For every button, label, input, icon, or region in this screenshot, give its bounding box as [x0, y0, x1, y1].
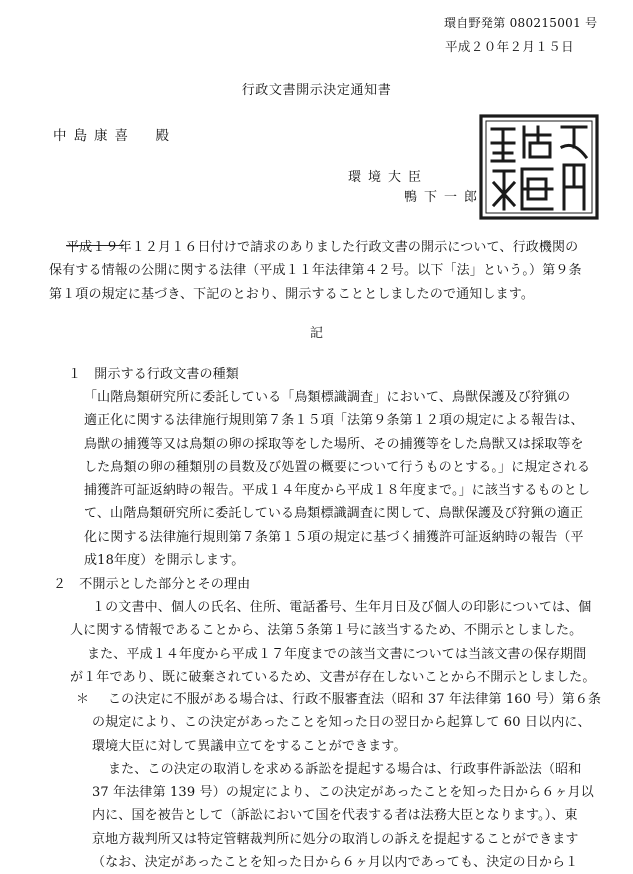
intro-line: 第１項の規定に基づき、下記のとおり、開示することとしましたので通知します。 — [49, 286, 534, 302]
sender-name: 鴨下一郎 — [404, 190, 485, 205]
official-seal-stamp — [478, 113, 600, 221]
note-mark: ＊ — [76, 692, 90, 707]
document-date: 平成２０年２月１５日 — [445, 39, 575, 54]
section-1 — [68, 363, 239, 386]
intro-paragraph — [49, 236, 582, 306]
section-1-body — [84, 386, 590, 572]
section-1-line: 捕獲許可証返納時の報告。平成１４年度から平成１８年度まで。」に該当するものとし — [84, 483, 591, 499]
note-line: 37 年法律第 139 号）の規定により、この決定があったことを知った日から６ヶ月以 — [92, 785, 594, 801]
note-line: 環境大臣に対して異議申立てをすることができます。 — [92, 738, 407, 754]
section-1-heading: １ 開示する行政文書の種類 — [68, 367, 239, 382]
section-2-line: １の文書中、個人の氏名、住所、電話番号、生年月日及び個人の印影については、個 — [92, 600, 592, 615]
section-1-line: 成18年度）を開示します。 — [84, 553, 245, 569]
sender-title: 環境大臣 — [348, 170, 429, 185]
intro-line: 保有する情報の公開に関する法律（平成１１年法律第４２号。以下「法」という。）第９条 — [49, 263, 582, 279]
note-line: また、この決定の取消しを求める訴訟を提起する場合は、行政事件訴訟法（昭和 — [108, 761, 582, 777]
section-2-line: が１年であり、既に破棄されているため、文書が存在しないことから不開示としました。 — [70, 669, 596, 685]
section-2-heading: ２ 不開示とした部分とその理由 — [53, 577, 251, 592]
note-line: 京地方裁判所又は特定管轄裁判所に処分の取消しの訴えを提起することができます — [92, 831, 579, 847]
section-1-line: 「山階鳥類研究所に委託している「鳥類標識調査」において、鳥獣保護及び狩猟の — [84, 390, 571, 405]
section-1-line: 化に関する法律施行規則第７条第１５項の規定に基づく捕獲許可証返納時の報告（平 — [84, 529, 584, 545]
recipient-name: 中島康喜 殿 — [53, 128, 176, 144]
note-line: 内に、国を被告として（訴訟において国を代表する者は法務大臣となります。）、東 — [92, 808, 578, 824]
note-line: （なお、決定があったことを知った日から６ヶ月以内であっても、決定の日から１ — [92, 855, 579, 871]
section-1-line: した鳥類の卵の種類別の員数及び処置の概要について行うものとする。」に規定される — [84, 459, 591, 475]
document-number: 環自野発第 080215001 号 — [444, 16, 598, 30]
intro-line: 平成１９年１２月１６日付けで請求のありました行政文書の開示について、行政機関の — [66, 240, 579, 255]
section-2-body — [70, 596, 595, 689]
ki-marker: 記 — [309, 326, 323, 341]
note-line: この決定に不服がある場合は、行政不服審査法（昭和 37 年法律第 160 号）第６条 — [108, 692, 602, 707]
note-line: の規定により、この決定があったことを知った日の翌日から起算して 60 日以内に、 — [92, 715, 591, 731]
section-1-line: て、山階鳥類研究所に委託している鳥類標識調査に関して、鳥獣保護及び狩猟の適正 — [84, 506, 584, 522]
note-body — [92, 688, 601, 874]
section-2-line: また、平成１４年度から平成１７年度までの該当文書については当該文書の保存期間 — [87, 646, 587, 662]
document-title: 行政文書開示決定通知書 — [241, 83, 392, 98]
section-1-line: 鳥獣の捕獲等又は鳥類の卵の採取等をした場所、その捕獲等をした鳥獣又は採取等を — [84, 436, 584, 452]
section-1-line: 適正化に関する法律施行規則第７条１５項「法第９条第１２項の規定による報告は、 — [84, 413, 584, 429]
section-2-line: 人に関する情報であることから、法第５条第１号に該当するため、不開示としました。 — [70, 623, 583, 639]
